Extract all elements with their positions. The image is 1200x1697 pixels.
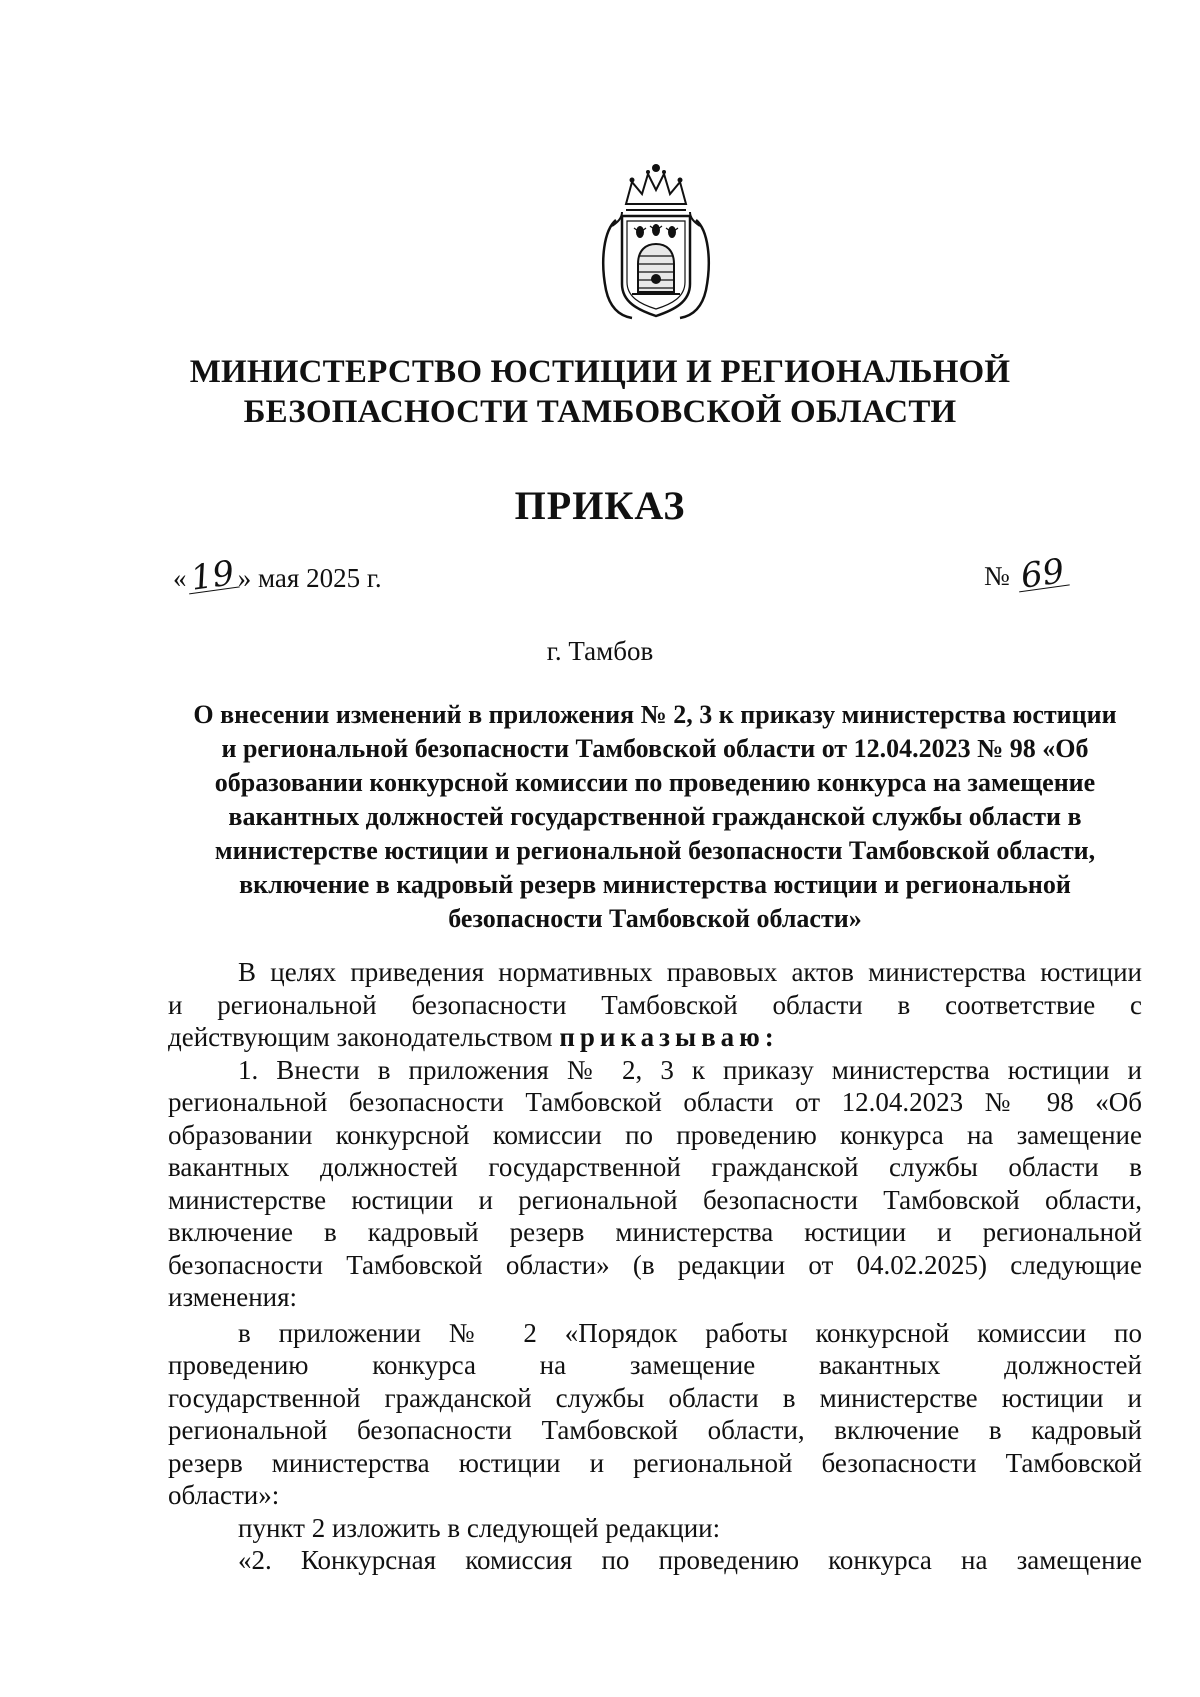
body-text: действующим законодательством [168, 1022, 560, 1052]
body-line: государственной гражданской службы области в министерстве юстиции и [168, 1382, 1142, 1413]
body-line: «2. Конкурсная комиссия по проведению конкурса на замещение [238, 1545, 1142, 1575]
subject-line: О внесении изменений в приложения № 2, 3 к приказу министерства юстиции [193, 700, 1117, 729]
order-subject [168, 698, 1142, 936]
ministry-name [150, 352, 1050, 432]
body-line: в приложении № 2 «Порядок работы конкурсной комиссии по [238, 1317, 1142, 1348]
number-sign: № [984, 561, 1010, 591]
date-open-quote: « [173, 563, 187, 593]
order-number-handwritten: 69 [1015, 557, 1070, 593]
body-line: области»: [168, 1480, 280, 1510]
document-type: ПРИКАЗ [514, 483, 686, 528]
order-command: приказываю: [559, 1022, 779, 1052]
subject-line: и региональной безопасности Тамбовской области от 12.04.2023 № 98 «Об [221, 734, 1089, 763]
ministry-name-line-1: МИНИСТЕРСТВО ЮСТИЦИИ И РЕГИОНАЛЬНОЙ [189, 354, 1011, 390]
body-line: 1. Внести в приложения № 2, 3 к приказу министерства юстиции и [238, 1054, 1142, 1085]
subject-line: безопасности Тамбовской области» [448, 904, 862, 933]
date-month-year: » мая 2025 г. [237, 563, 382, 593]
body-line: и региональной безопасности Тамбовской области в соответствие с [168, 989, 1142, 1020]
body-line: проведению конкурса на замещение вакантных должностей [168, 1350, 1142, 1380]
body-line: пункт 2 изложить в следующей редакции: [238, 1512, 721, 1543]
body-line: резерв министерства юстиции и региональной безопасности Тамбовской [168, 1447, 1142, 1478]
body-line: министерстве юстиции и региональной безопасности Тамбовской области, [168, 1184, 1142, 1215]
body-line [168, 1021, 1142, 1054]
coat-of-arms-icon [592, 160, 720, 326]
body-line: безопасности Тамбовской области» (в редакции от 04.02.2025) следующие [168, 1249, 1142, 1280]
subject-line: включение в кадровый резерв министерства юстиции и региональной [239, 870, 1071, 899]
body-line: изменения: [168, 1282, 298, 1312]
subject-line: образовании конкурсной комиссии по проведению конкурса на замещение [214, 768, 1096, 797]
body-line: региональной безопасности Тамбовской области от 12.04.2023 № 98 «Об [168, 1087, 1142, 1117]
ministry-name-line-2: БЕЗОПАСНОСТИ ТАМБОВСКОЙ ОБЛАСТИ [243, 394, 957, 430]
body-line: образовании конкурсной комиссии по проведению конкурса на замещение [168, 1119, 1142, 1150]
order-date [173, 553, 382, 599]
city: г. Тамбов [546, 636, 654, 666]
order-body [168, 956, 1142, 1577]
body-line: региональной безопасности Тамбовской области, включение в кадровый [168, 1415, 1142, 1445]
date-day-handwritten: 19 [185, 559, 240, 595]
subject-line: министерстве юстиции и региональной безопасности Тамбовской области, [214, 836, 1096, 865]
subject-line: вакантных должностей государственной гражданской службы области в [228, 802, 1082, 831]
body-line: вакантных должностей государственной гражданской службы области в [168, 1152, 1142, 1182]
body-line: В целях приведения нормативных правовых актов министерства юстиции [238, 957, 1142, 987]
order-number [984, 551, 1068, 597]
body-line: включение в кадровый резерв министерства юстиции и региональной [168, 1217, 1142, 1247]
